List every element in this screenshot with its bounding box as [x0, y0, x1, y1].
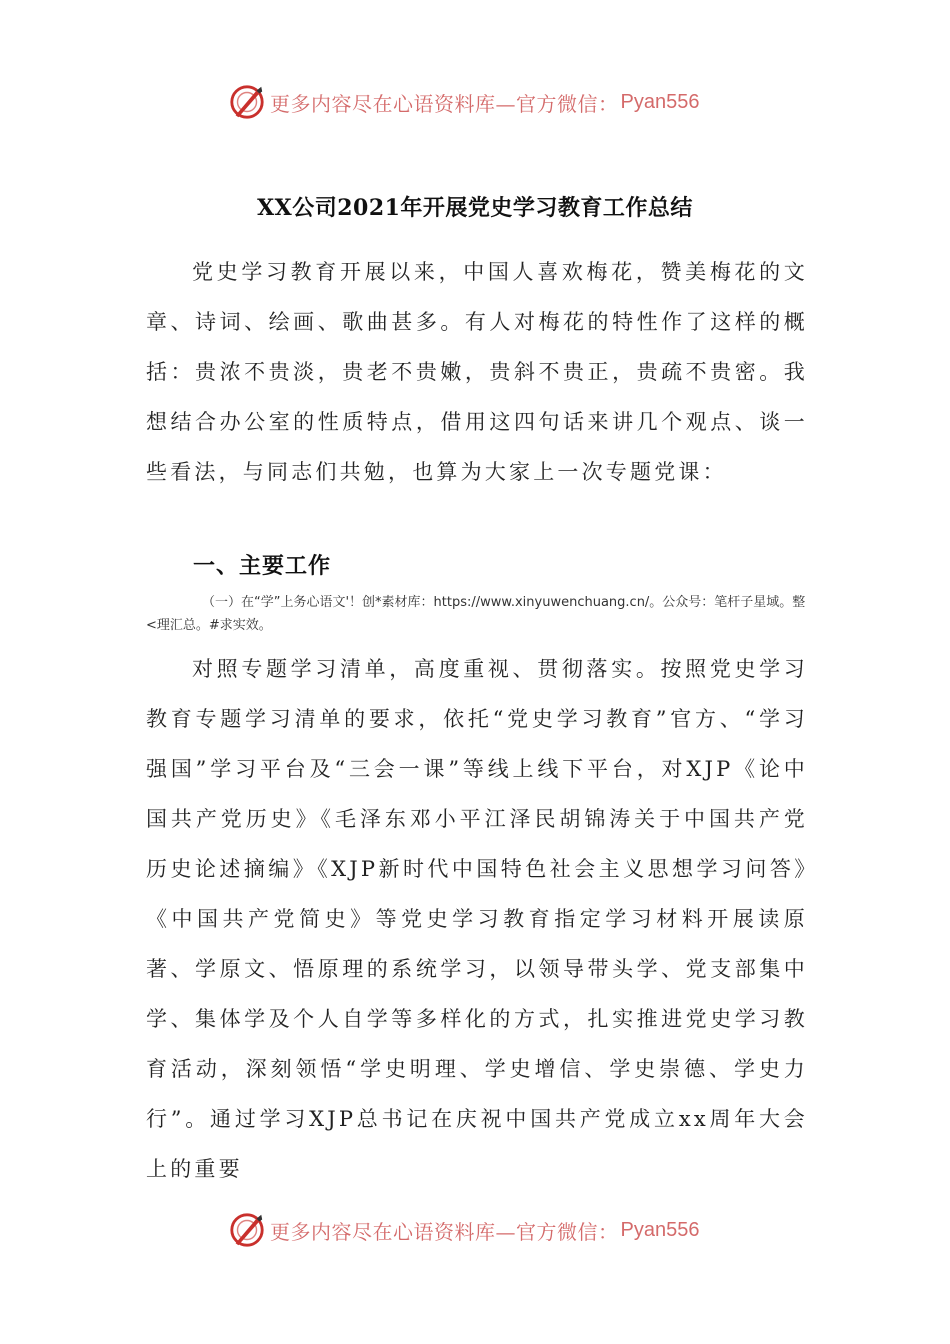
document-title: XX公司2021年开展党史学习教育工作总结: [257, 194, 693, 221]
watermark-header: [0, 80, 950, 124]
subsection-note: （一）在“学”上务心语文'！创*素材库：https://www.xinyuwenchuang.cn/。公众号：笔杆子星域。整<理汇总。#求实效。: [146, 595, 806, 633]
watermark-text: 更多内容尽在心语资料库—官方微信：: [270, 91, 619, 116]
watermark-wechat-id: Pyan556: [620, 1218, 700, 1241]
watermark-wechat-id: Pyan556: [620, 90, 700, 113]
watermark-footer: [0, 1208, 950, 1252]
pen-circle-logo-icon: [228, 83, 266, 121]
pen-circle-logo-icon: [228, 1211, 266, 1249]
section-heading: 一、主要工作: [193, 554, 332, 579]
watermark-text: 更多内容尽在心语资料库—官方微信：: [270, 1219, 619, 1244]
body-paragraph: 对照专题学习清单，高度重视、贯彻落实。按照党史学习教育专题学习清单的要求，依托“党史学习教育”官方、“学习强国”学习平台及“三会一课”等线上线下平台，对XJP《论中国共产党历史》《毛泽东邓小平江泽民胡锦涛关于中国共产党历史论述摘编》《XJP新时代中国特色社会主义思想学习问答》《中国共产党简史》等党史学习教育指定学习材料开展读原著、学原文、悟原理的系统学习，以领导带头学、党支部集中学、集体学及个人自学等多样化的方式，扎实推进党史学习教育活动，深刻领悟“学史明理、学史增信、学史崇德、学史力行”。通过学习XJP总书记在庆祝中国共产党成立xx周年大会上的重要: [146, 657, 808, 1181]
intro-paragraph: 党史学习教育开展以来，中国人喜欢梅花，赞美梅花的文章、诗词、绘画、歌曲甚多。有人对梅花的特性作了这样的概括：贵浓不贵淡，贵老不贵嫩，贵斜不贵正，贵疏不贵密。我想结合办公室的性质特点，借用这四句话来讲几个观点、谈一些看法，与同志们共勉，也算为大家上一次专题党课：: [146, 260, 808, 484]
